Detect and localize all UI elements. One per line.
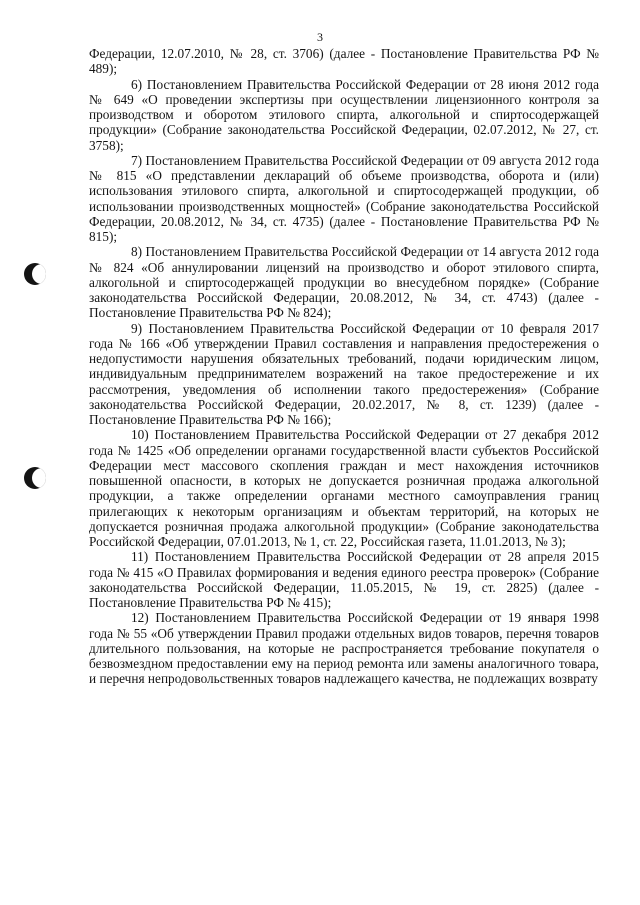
punch-hole-mark <box>24 467 46 489</box>
paragraph-item-12: 12) Постановлением Правительства Российской Федерации от 19 января 1998 года № 55 «Об утверждении Правил продажи отдельных видов товаров, перечня товаров длительного пользования, на которые не распространяется требование покупателя о безвозмездном предоставлении ему на период ремонта или замены аналогичного товара, и перечня непродовольственных товаров надлежащего качества, не подлежащих возврату <box>89 610 599 687</box>
paragraph-item-9: 9) Постановлением Правительства Российской Федерации от 10 февраля 2017 года № 166 «Об утверждении Правил составления и направления предостережения о недопустимости нарушения обязательных требований, подачи юридическим лицом, индивидуальным предпринимателем возражений на такое предостережение и их рассмотрения, уведомления об исполнении такого предостережения» (Собрание законодательства Российской Федерации, 20.02.2017, № 8, ст. 1239) (далее - Постановление Правительства РФ № 166); <box>89 320 599 427</box>
paragraph-continuation: Федерации, 12.07.2010, № 28, ст. 3706) (далее - Постановление Правительства РФ № 489); <box>89 46 599 77</box>
paragraph-item-7: 7) Постановлением Правительства Российской Федерации от 09 августа 2012 года № 815 «О представлении деклараций об объеме производства, оборота и (или) использования этилового спирта, алкогольной и спиртосодержащей продукции, об использовании производственных мощностей» (Собрание законодательства Российской Федерации, 20.08.2012, № 34, ст. 4735) (далее - Постановление Правительства РФ № 815); <box>89 152 599 244</box>
paragraph-item-11: 11) Постановлением Правительства Российской Федерации от 28 апреля 2015 года № 415 «О Правилах формирования и ведения единого реестра проверок» (Собрание законодательства Российской Федерации, 11.05.2015, № 19, ст. 2825) (далее - Постановление Правительства РФ № 415); <box>89 549 599 610</box>
punch-hole-mark <box>24 263 46 285</box>
page-number: 3 <box>317 30 323 44</box>
document-body <box>89 46 599 687</box>
paragraph-item-6: 6) Постановлением Правительства Российской Федерации от 28 июня 2012 года № 649 «О проведении экспертизы при осуществлении лицензионного контроля за производством и оборотом этилового спирта, алкогольной и спиртосодержащей продукции» (Собрание законодательства Российской Федерации, 02.07.2012, № 27, ст. 3758); <box>89 76 599 153</box>
paragraph-item-10: 10) Постановлением Правительства Российской Федерации от 27 декабря 2012 года № 1425 «Об определении органами государственной власти субъектов Российской Федерации мест массового скопления граждан и мест нахождения источников повышенной опасности, в которых не допускается розничная продажа алкогольной продукции, а также определении органами местного самоуправления границ прилегающих к некоторым организациям и объектам территорий, на которых не допускается розничная продажа алкогольной продукции» (Собрание законодательства Российской Федерации, 07.01.2013, № 1, ст. 22, Российская газета, 11.01.2013, № 3); <box>89 427 599 549</box>
paragraph-item-8: 8) Постановлением Правительства Российской Федерации от 14 августа 2012 года № 824 «Об аннулировании лицензий на производство и оборот этилового спирта, алкогольной и спиртосодержащей продукции во внесудебном порядке» (Собрание законодательства Российской Федерации, 20.08.2012, № 34, ст. 4743) (далее - Постановление Правительства РФ № 824); <box>89 244 599 321</box>
